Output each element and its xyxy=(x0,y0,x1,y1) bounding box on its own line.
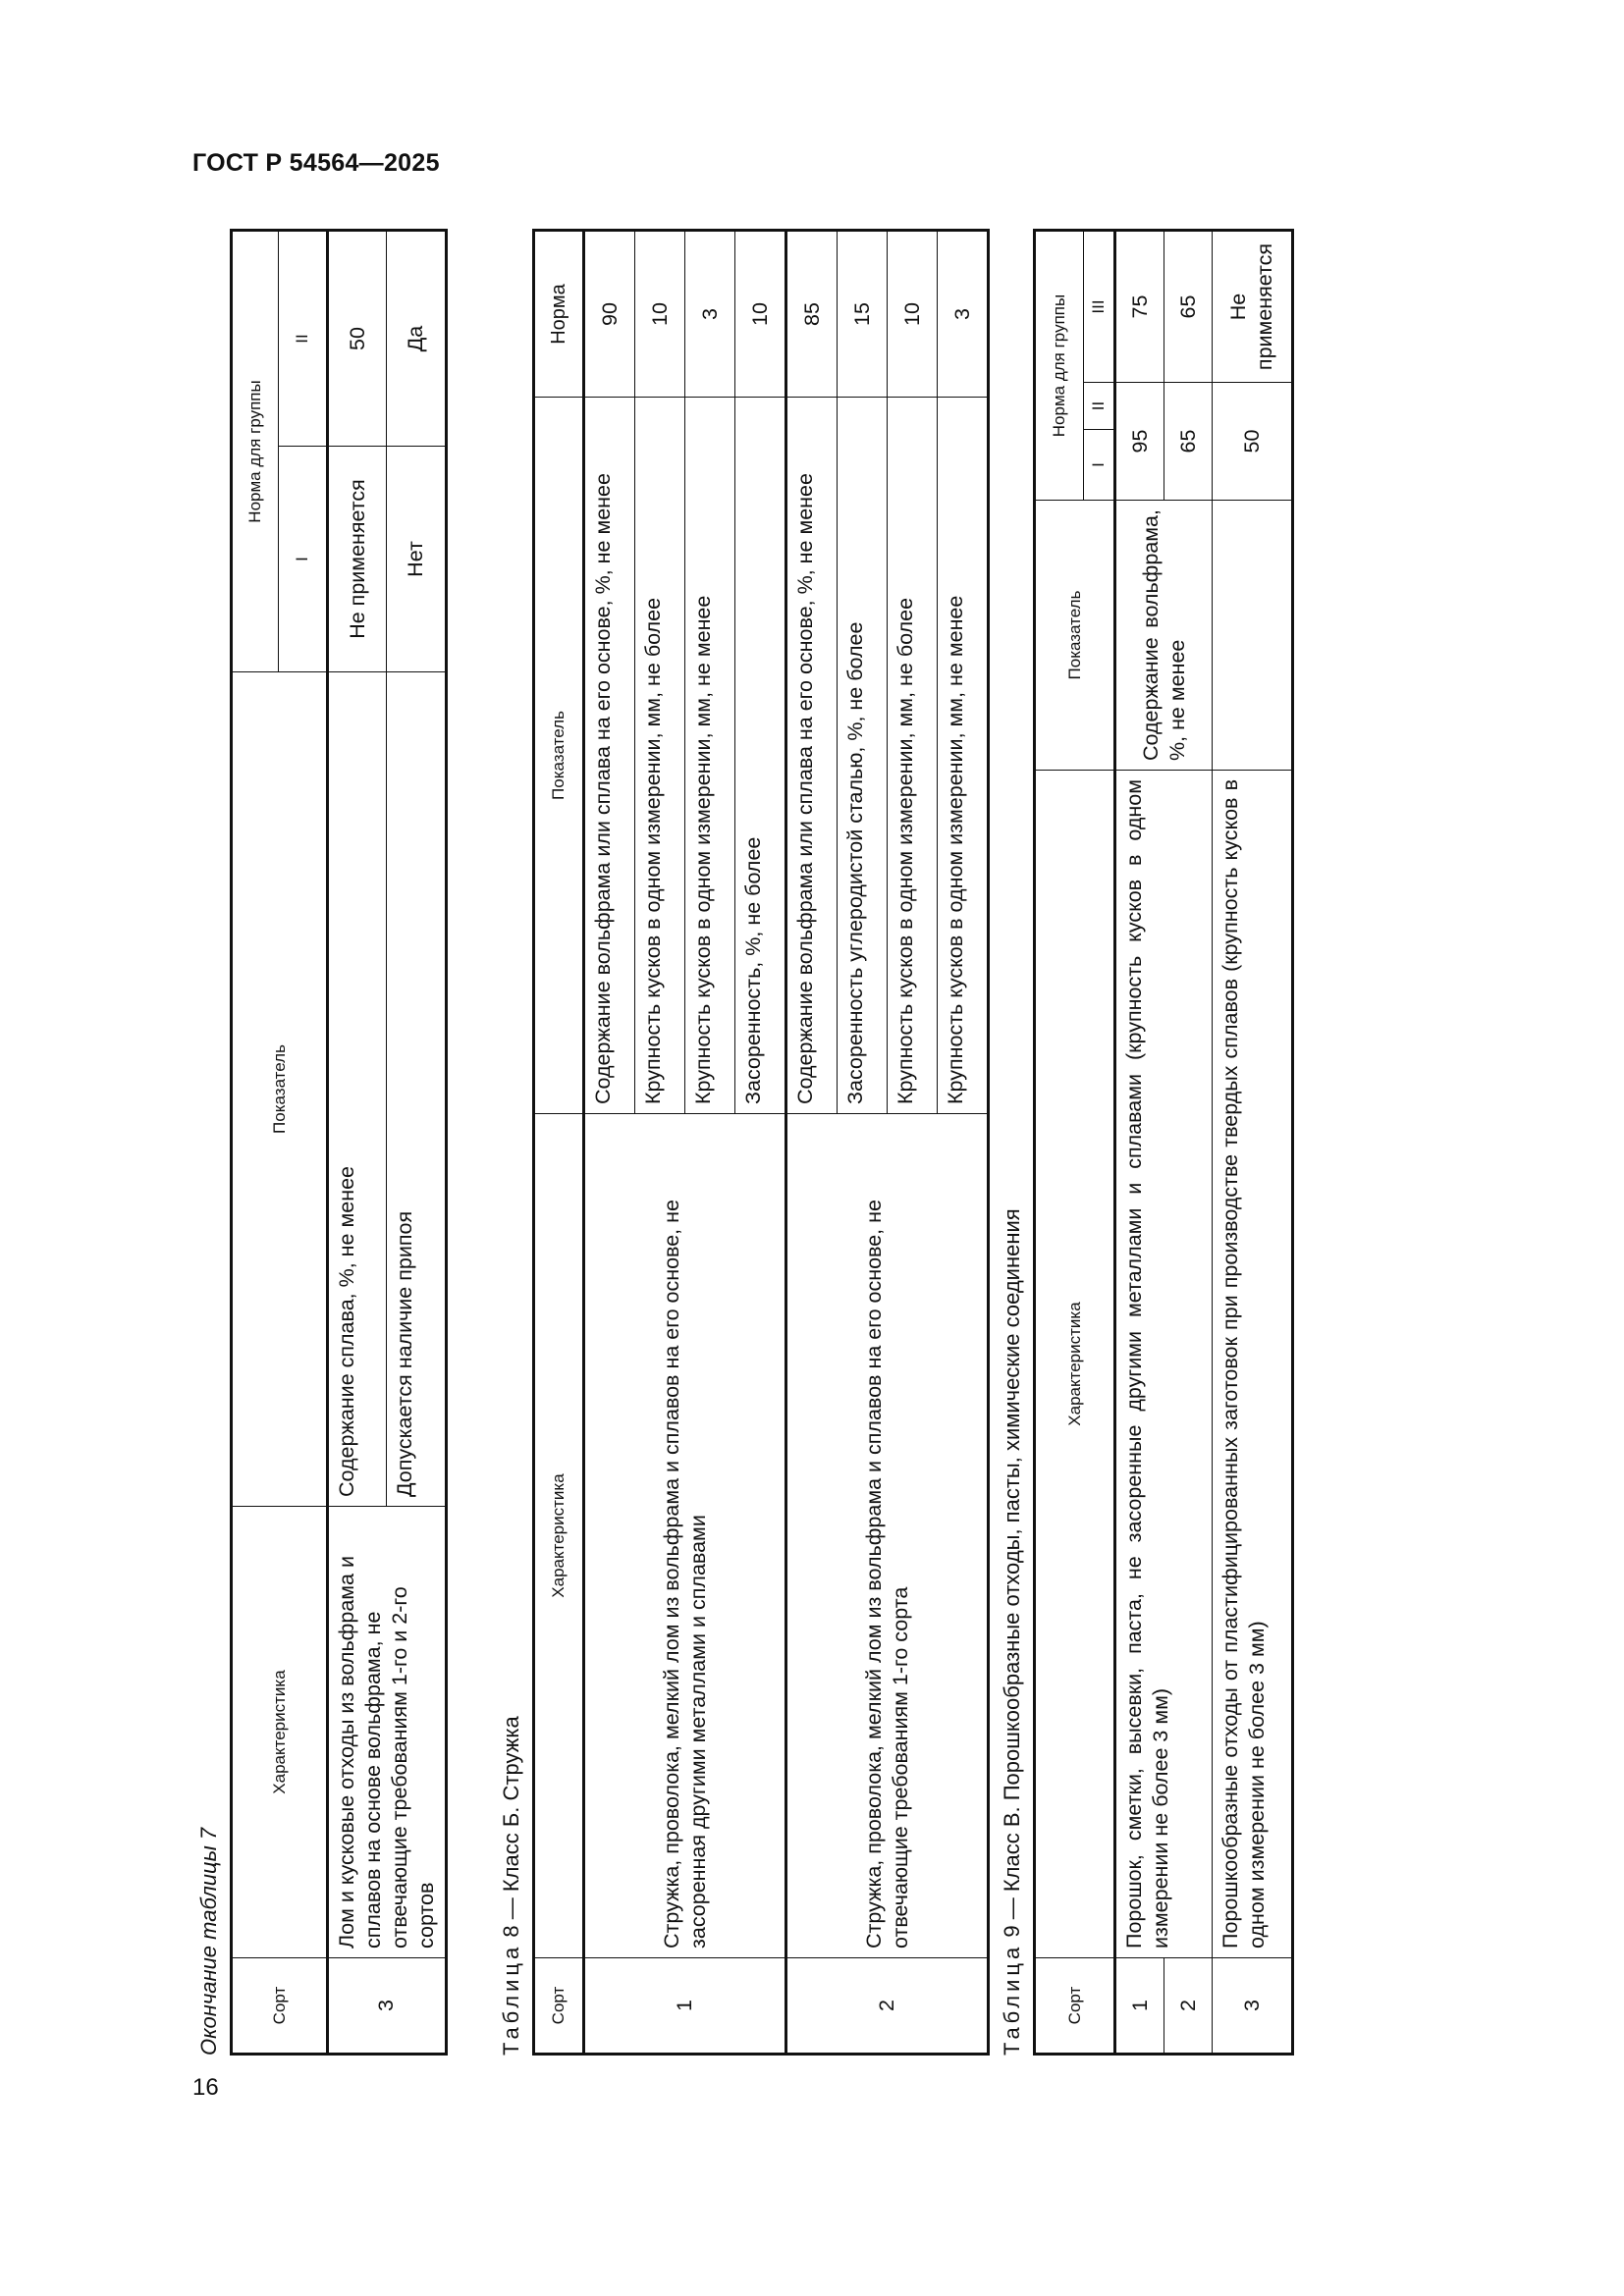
t9-sort: 2 xyxy=(1164,1958,1213,2055)
t7-group-1-value: Не применяется xyxy=(328,447,387,672)
t8-head-characteristic: Характеристика xyxy=(534,1114,584,1958)
t7-indicator: Допускается наличие припоя xyxy=(387,672,446,1507)
t8-norm: 85 xyxy=(786,231,838,398)
t8-indicator: Крупность кусков в одном измерении, мм, не более xyxy=(635,398,685,1114)
t9-head-sort: Сорт xyxy=(1035,1958,1115,2055)
t9-group-3-value: 75 xyxy=(1115,231,1164,383)
t8-head-norm: Норма xyxy=(534,231,584,398)
table-row xyxy=(584,231,635,2055)
t9-characteristic: Порошок, сметки, высевки, паста, не засоренные другими металлами и сплавами (крупность кусков в одном измерении не более 3 мм) xyxy=(1115,771,1213,1958)
t8-norm: 3 xyxy=(938,231,989,398)
table9 xyxy=(1033,229,1294,2056)
t9-characteristic: Порошкообразные отходы от пластифицированных заготовок при производстве твердых сплавов (крупность кусков в одном измерении не более 3 мм) xyxy=(1213,771,1293,1958)
table8-caption xyxy=(499,1716,524,2056)
t7-head-indicator: Показатель xyxy=(232,672,328,1507)
t8-norm: 10 xyxy=(888,231,938,398)
t9-indicator-blank xyxy=(1213,501,1293,771)
t8-norm: 10 xyxy=(735,231,786,398)
table7-caption: Окончание таблицы 7 xyxy=(196,1827,221,2056)
t9-group-1-2-value: 50 xyxy=(1213,383,1293,501)
t9-head-group-2: II xyxy=(1084,383,1115,430)
t9-head-group-1: I xyxy=(1084,430,1115,501)
table-row xyxy=(1115,231,1164,2055)
table8-caption-word: Таблица xyxy=(499,1943,523,2056)
t9-group-1-2-value: 95 xyxy=(1115,383,1164,501)
t7-head-group-2: II xyxy=(279,230,328,446)
page-number: 16 xyxy=(192,2074,219,2101)
t8-indicator: Засоренность углеродистой сталью, %, не более xyxy=(838,398,888,1114)
t8-indicator: Засоренность, %, не более xyxy=(735,398,786,1114)
t7-head-norm-group: Норма для группы xyxy=(232,230,279,671)
table9-caption xyxy=(1000,1208,1025,2056)
t7-head-characteristic: Характеристика xyxy=(232,1507,328,1958)
t9-sort: 3 xyxy=(1213,1958,1293,2055)
table8-caption-text: 8 — Класс Б. Стружка xyxy=(499,1716,523,1938)
t9-head-norm-group: Норма для группы xyxy=(1035,231,1084,501)
table-row xyxy=(1213,231,1293,2055)
document-header: ГОСТ Р 54564—2025 xyxy=(192,149,440,177)
t9-group-1-2-value: 65 xyxy=(1164,383,1213,501)
t8-norm: 90 xyxy=(584,231,635,398)
t7-characteristic: Лом и кусковые отходы из вольфрама и сплавов на основе вольфрама, не отвечающие требованиям 1-го и 2-го сортов xyxy=(328,1507,447,1958)
t8-indicator: Содержание вольфрама или сплава на его основе, %, не менее xyxy=(584,398,635,1114)
t8-characteristic: Стружка, проволока, мелкий лом из вольфрама и сплавов на его основе, не засоренная другими металлами и сплавами xyxy=(584,1114,786,1958)
t9-head-indicator: Показатель xyxy=(1035,501,1115,771)
t9-head-group-3: III xyxy=(1084,231,1115,383)
t8-sort: 1 xyxy=(584,1958,786,2055)
t8-characteristic: Стружка, проволока, мелкий лом из вольфрама и сплавов на его основе, не отвечающие требованиям 1-го сорта xyxy=(786,1114,989,1958)
t9-indicator: Содержание вольфрама, %, не менее xyxy=(1115,501,1213,771)
table-row xyxy=(328,230,387,2054)
t8-indicator: Крупность кусков в одном измерении, мм, не менее xyxy=(685,398,735,1114)
t8-indicator: Крупность кусков в одном измерении, мм, не более xyxy=(888,398,938,1114)
t8-norm: 15 xyxy=(838,231,888,398)
t8-indicator: Крупность кусков в одном измерении, мм, не менее xyxy=(938,398,989,1114)
table7-end xyxy=(230,229,448,2056)
t9-group-3-value: Не применяется xyxy=(1213,231,1293,383)
t7-sort: 3 xyxy=(328,1958,447,2055)
t7-group-1-value: Нет xyxy=(387,447,446,672)
t7-group-2-value: Да xyxy=(387,230,446,446)
table-row xyxy=(786,231,838,2055)
t8-sort: 2 xyxy=(786,1958,989,2055)
table8 xyxy=(532,229,990,2056)
t8-indicator: Содержание вольфрама или сплава на его основе, %, не менее xyxy=(786,398,838,1114)
t7-indicator: Содержание сплава, %, не менее xyxy=(328,672,387,1507)
table9-caption-word: Таблица xyxy=(1000,1943,1024,2056)
t9-head-characteristic: Характеристика xyxy=(1035,771,1115,1958)
t8-norm: 10 xyxy=(635,231,685,398)
t8-head-indicator: Показатель xyxy=(534,398,584,1114)
t7-head-sort: Сорт xyxy=(232,1958,328,2055)
t9-sort: 1 xyxy=(1115,1958,1164,2055)
t8-norm: 3 xyxy=(685,231,735,398)
t7-group-2-value: 50 xyxy=(328,230,387,446)
t7-head-group-1: I xyxy=(279,447,328,672)
t8-head-sort: Сорт xyxy=(534,1958,584,2055)
table9-caption-text: 9 — Класс В. Порошкообразные отходы, пасты, химические соединения xyxy=(1000,1208,1024,1938)
t9-group-3-value: 65 xyxy=(1164,231,1213,383)
